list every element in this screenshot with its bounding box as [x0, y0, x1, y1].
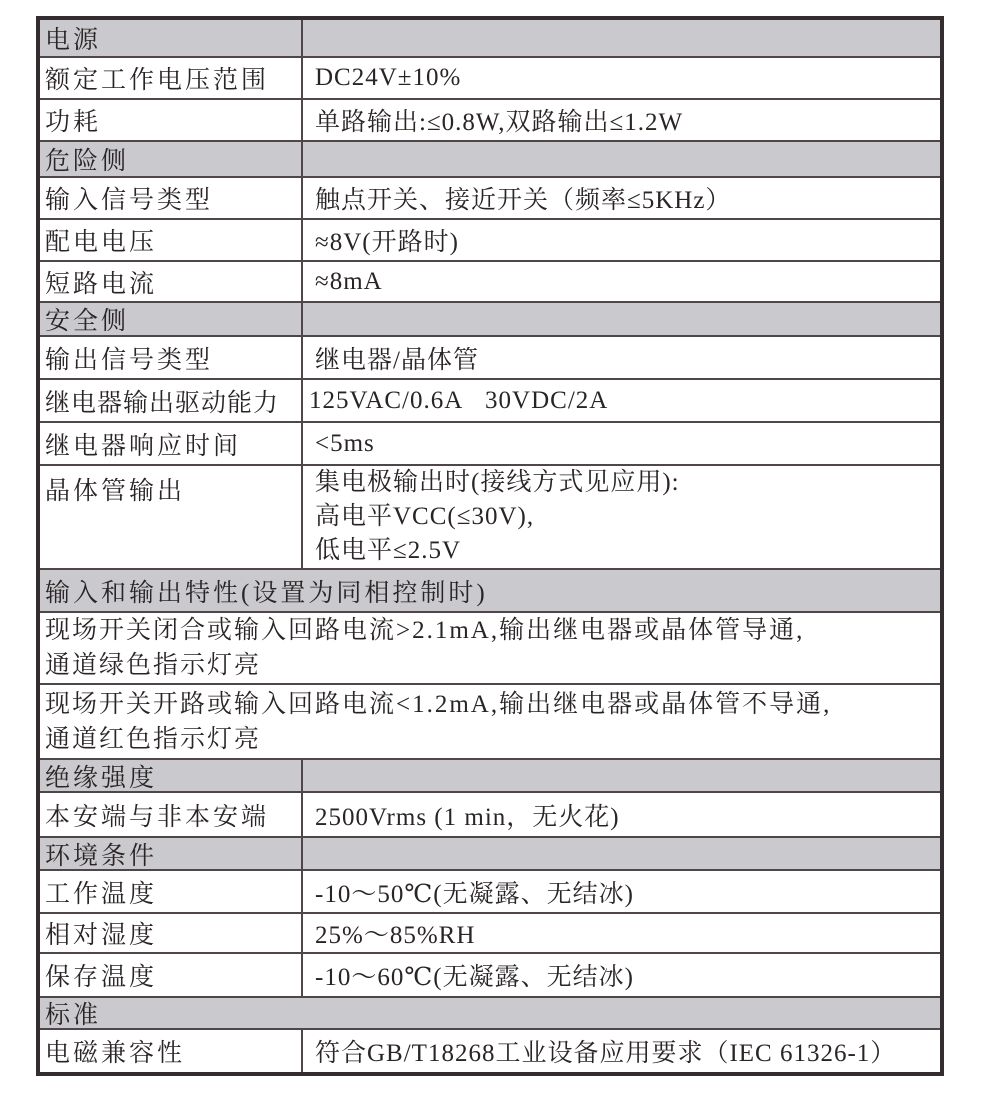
spec-value-multiline [303, 466, 940, 568]
spec-value: DC24V±10% [315, 64, 462, 91]
spec-row-transistor-output [40, 464, 940, 568]
spec-value: 符合GB/T18268工业设备应用要求（IEC 61326-1） [315, 1040, 897, 1067]
section-row-hazardous-side [40, 140, 940, 176]
note-line: 通道绿色指示灯亮 [45, 652, 262, 679]
section-label: 标准 [45, 1002, 102, 1028]
section-label: 绝缘强度 [40, 760, 303, 791]
spec-label: 输出信号类型 [40, 337, 303, 378]
spec-row-relay-drive-capability [40, 378, 940, 421]
spec-label: 配电电压 [40, 220, 303, 260]
spec-row-distribution-voltage [40, 218, 940, 260]
spec-row-rated-voltage [40, 56, 940, 98]
note-line: 现场开关闭合或输入回路电流>2.1mA,输出继电器或晶体管导通, [45, 617, 805, 644]
spec-label: 保存温度 [40, 954, 303, 996]
section-spacer [303, 760, 940, 791]
note-line: 通道红色指示灯亮 [45, 725, 262, 753]
spec-value: 触点开关、接近开关（频率≤5KHz） [315, 187, 732, 214]
spec-label: 额定工作电压范围 [40, 58, 303, 98]
section-label: 输入和输出特性(设置为同相控制时) [45, 579, 488, 607]
spec-row-emc [40, 1028, 940, 1072]
section-spacer [303, 142, 940, 176]
spec-value: -10～60℃(无凝露、无结冰) [315, 964, 634, 991]
spec-value-line: 集电极输出时(接线方式见应用): [315, 469, 680, 496]
spec-row-short-circuit-current [40, 260, 940, 301]
section-label: 危险侧 [40, 142, 303, 176]
spec-label: 继电器输出驱动能力 [40, 380, 303, 421]
section-row-environment [40, 836, 940, 869]
spec-row-is-to-nonis [40, 791, 940, 836]
spec-value-line: 高电平VCC(≤30V), [315, 503, 535, 530]
spec-value: 2500Vrms (1 min，无火花) [315, 803, 620, 831]
section-label: 环境条件 [40, 838, 303, 869]
section-spacer [303, 838, 940, 869]
spec-label: 继电器响应时间 [40, 423, 303, 464]
specification-table [36, 16, 944, 1076]
section-row-standards [40, 996, 940, 1028]
section-row-insulation-strength [40, 758, 940, 791]
spec-row-power-consumption [40, 98, 940, 140]
spec-value: 25%～85%RH [315, 922, 476, 949]
spec-label: 短路电流 [40, 262, 303, 301]
spec-row-relay-response-time [40, 421, 940, 464]
spec-row-storage-temperature [40, 952, 940, 996]
spec-row-relative-humidity [40, 912, 940, 952]
spec-label: 功耗 [40, 100, 303, 140]
spec-value: <5ms [315, 429, 375, 457]
spec-label: 输入信号类型 [40, 178, 303, 218]
spec-label: 电磁兼容性 [40, 1030, 303, 1072]
spec-value: 125VAC/0.6A 30VDC/2A [309, 386, 609, 414]
spec-value: 单路输出:≤0.8W,双路输出≤1.2W [315, 109, 684, 136]
note-line: 现场开关开路或输入回路电流<1.2mA,输出继电器或晶体管不导通, [45, 690, 832, 718]
spec-row-input-signal-type [40, 176, 940, 218]
note-row-switch-open [40, 683, 940, 758]
section-label: 电源 [40, 20, 303, 56]
spec-row-operating-temperature [40, 869, 940, 912]
spec-value: 继电器/晶体管 [315, 346, 479, 374]
section-row-io-characteristics [40, 568, 940, 611]
spec-value: ≈8mA [315, 267, 383, 295]
spec-value: -10～50℃(无凝露、无结冰) [315, 880, 634, 908]
spec-value-line: 低电平≤2.5V [315, 537, 462, 564]
spec-label: 相对湿度 [40, 914, 303, 952]
section-spacer [303, 303, 940, 335]
spec-value: ≈8V(开路时) [315, 229, 459, 256]
section-row-power [40, 20, 940, 56]
section-spacer [303, 20, 940, 56]
spec-row-output-signal-type [40, 335, 940, 378]
note-row-switch-closed [40, 611, 940, 683]
section-label: 安全侧 [40, 303, 303, 335]
spec-label: 晶体管输出 [40, 466, 303, 568]
section-row-safe-side [40, 301, 940, 335]
spec-label: 本安端与非本安端 [40, 793, 303, 836]
spec-label: 工作温度 [40, 871, 303, 912]
